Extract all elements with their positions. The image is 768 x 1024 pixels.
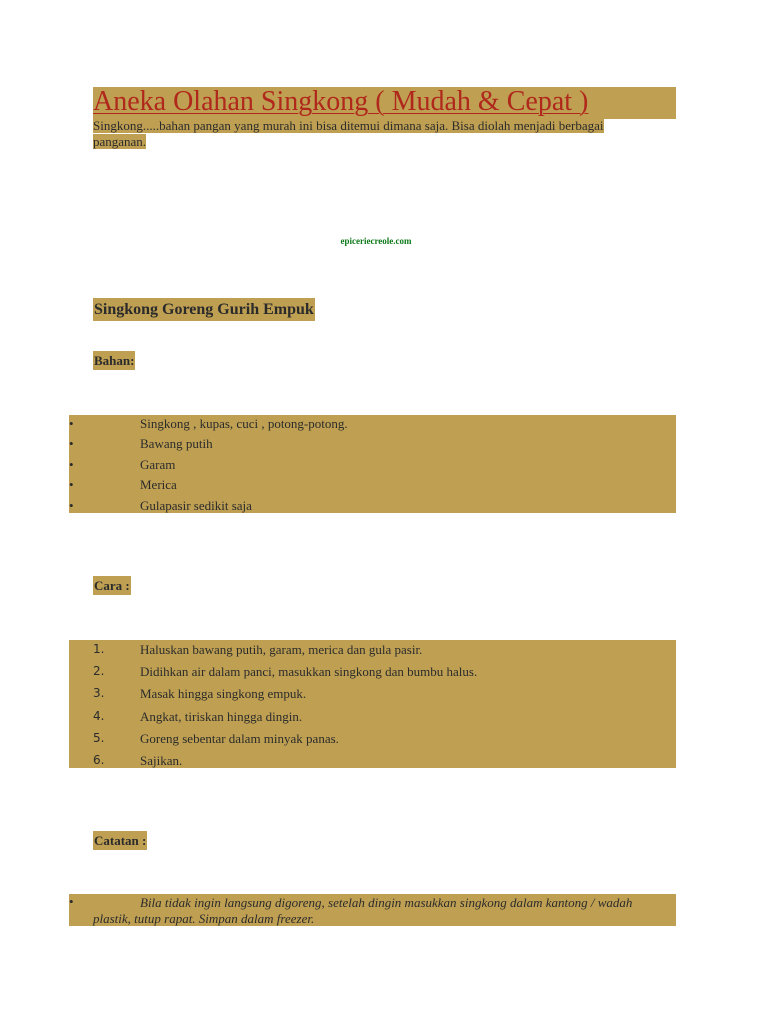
- list-item: • Merica: [69, 477, 177, 493]
- list-item: • Gulapasir sedikit saja: [69, 497, 252, 513]
- ingredients-label: Bahan:: [94, 353, 135, 368]
- bullet-icon: •: [69, 477, 74, 493]
- bullet-icon: •: [69, 497, 74, 513]
- list-item: • Garam: [69, 456, 176, 472]
- note-item: [69, 894, 676, 926]
- step-number: 5.: [93, 730, 105, 745]
- list-item: • Bawang putih: [69, 436, 213, 452]
- image-caption: epiceriecreole.com: [340, 236, 412, 246]
- recipe-title: Singkong Goreng Gurih Empuk: [93, 298, 315, 321]
- intro-text: Singkong.....bahan pangan yang murah ini bisa ditemui dimana saja. Bisa diolah menjadi berbagai panganan.: [93, 118, 604, 149]
- note-text: Bila tidak ingin langsung digoreng, setelah dingin masukkan singkong dalam kantong / wadah plastik, tutup rapat. Simpan dalam freezer.: [93, 895, 633, 926]
- intro-paragraph: [93, 118, 653, 150]
- step-number: 2.: [93, 664, 105, 679]
- steps-label: Cara :: [94, 578, 130, 593]
- list-item: • Singkong , kupas, cuci , potong-potong.: [69, 416, 348, 431]
- ingredients-list: [69, 415, 676, 513]
- notes-label: Catatan :: [94, 833, 147, 848]
- list-item: 4. Angkat, tiriskan hingga dingin.: [93, 708, 303, 724]
- list-item: 2. Didihkan air dalam panci, masukkan singkong dan bumbu halus.: [93, 664, 478, 680]
- list-item: 1. Haluskan bawang putih, garam, merica dan gula pasir.: [93, 642, 423, 657]
- bullet-icon: •: [69, 436, 74, 452]
- bullet-icon: •: [69, 416, 74, 431]
- bullet-icon: •: [69, 894, 74, 909]
- step-number: 6.: [93, 752, 105, 767]
- list-item: 6. Sajikan.: [93, 752, 183, 768]
- step-number: 1.: [93, 642, 105, 656]
- list-item: 5. Goreng sebentar dalam minyak panas.: [93, 730, 339, 746]
- steps-list: [69, 640, 676, 768]
- bullet-icon: •: [69, 456, 74, 472]
- page-title[interactable]: Aneka Olahan Singkong ( Mudah & Cepat ): [93, 86, 589, 117]
- step-number: 4.: [93, 708, 105, 723]
- list-item: 3. Masak hingga singkong empuk.: [93, 686, 307, 702]
- step-number: 3.: [93, 686, 105, 701]
